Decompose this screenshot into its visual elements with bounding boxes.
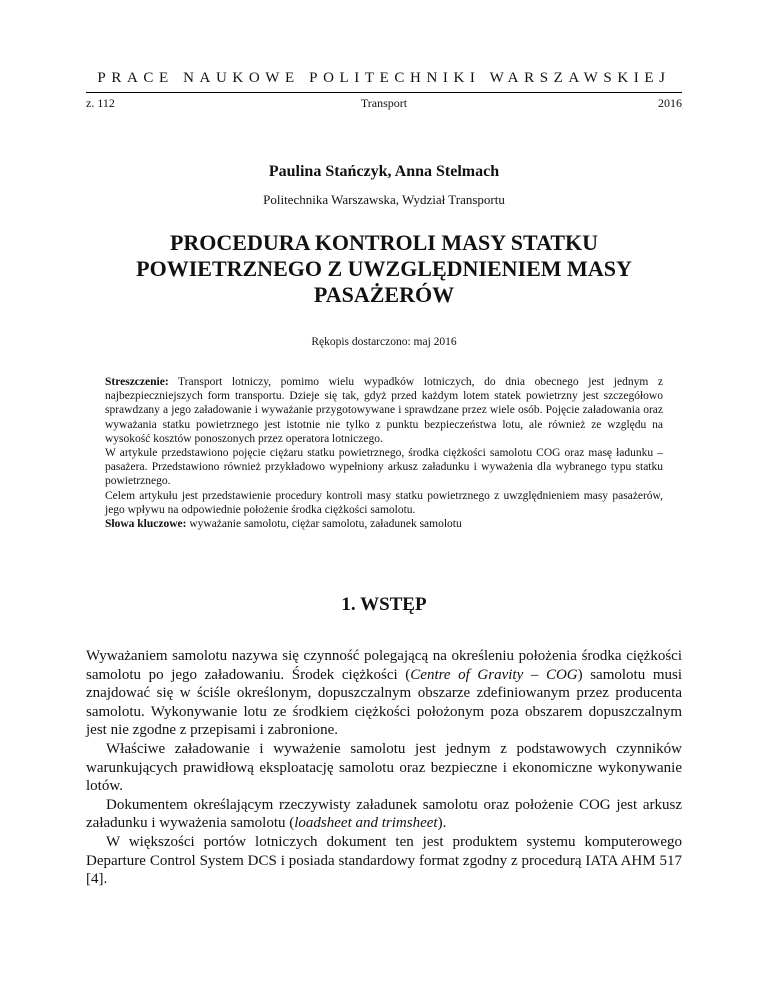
authors: Paulina Stańczyk, Anna Stelmach — [268, 163, 500, 180]
journal-volume: z. 112 — [86, 96, 115, 110]
journal-section: Transport — [360, 96, 408, 110]
keywords: Słowa kluczowe: wyważanie samolotu, ciężar samolotu, załadunek samolotu — [105, 518, 462, 531]
body-paragraph: Właściwe załadowanie i wyważenie samolotu jest jednym z podstawowych czynników warunkujących prawidłową eksploatację samolotu oraz bezpieczne i ekonomiczne wykonywanie lotów. — [86, 740, 682, 795]
affiliation: Politechnika Warszawska, Wydział Transportu — [263, 192, 505, 207]
abstract-label: Streszczenie: — [105, 376, 169, 388]
received-date: Rękopis dostarczono: maj 2016 — [311, 336, 457, 348]
abstract-paragraph: Streszczenie: Transport lotniczy, pomimo wielu wypadków lotniczych, do dnia obecnego jest jednym z najbezpieczniejszych form transportu. Dzieje się tak, gdyż przed każdym lotem statek powietrzny jest szczegółowo sprawdzany a jego załadowanie i wyważanie przygotowywane i sprawdzane przez wiele osób. Pojęcie załadowania oraz wyważania statku powietrznego jest istotnie nie tylko z punktu bezpieczeństwa lotu, ale również ze względu na wysokość kosztów ponoszonych przez operatora lotniczego. — [105, 376, 663, 445]
body-paragraph: W większości portów lotniczych dokument ten jest produktem systemu komputerowego Departure Control System DCS i posiada standardowy format zgodny z procedurą IATA AHM 517 [4]. — [86, 833, 682, 888]
abstract-paragraph: Celem artykułu jest przedstawienie procedury kontroli masy statku powietrznego z uwzględnieniem masy pasażerów, jego wpływu na odpowiednie położenie środka ciężkości samolotu. — [105, 489, 663, 516]
section-heading: 1. WSTĘP — [341, 594, 427, 615]
abstract — [105, 375, 663, 531]
title-line: PASAŻERÓW — [313, 282, 455, 307]
keywords-label: Słowa kluczowe: — [105, 518, 187, 531]
header-rule — [86, 92, 682, 93]
abstract-paragraph: W artykule przedstawiono pojęcie ciężaru statku powietrznego, środka ciężkości samolotu COG oraz masę ładunku – pasażera. Przedstawiono również przykładowo wypełniony arkusz załadunku i wyważenia dla wybranego typu statku powietrznego. — [105, 447, 663, 488]
title-line: POWIETRZNEGO Z UWZGLĘDNIENIEM MASY — [136, 256, 632, 281]
body-text — [86, 647, 682, 889]
journal-year: 2016 — [658, 96, 682, 110]
journal-name: PRACE NAUKOWE POLITECHNIKI WARSZAWSKIEJ — [97, 70, 671, 86]
journal-meta — [86, 96, 682, 112]
body-paragraph: Wyważaniem samolotu nazywa się czynność polegającą na określeniu położenia środka ciężkości samolotu po jego załadowaniu. Środek ciężkości (Centre of Gravity – COG) samolotu musi znajdować się w ściśle określonym, dopuszczalnym obszarze zdefiniowanym przez producenta samolotu. Wykonywanie lotu ze środkiem ciężkości położonym poza obszarem dopuszczalnym jest nie zgodne z przepisami i zabronione. — [86, 648, 682, 739]
title-line: PROCEDURA KONTROLI MASY STATKU — [169, 230, 599, 255]
body-paragraph: Dokumentem określającym rzeczywisty załadunek samolotu oraz położenie COG jest arkusz załadunku i wyważenia samolotu (loadsheet and trimsheet). — [86, 796, 682, 832]
paper-title — [90, 230, 678, 308]
